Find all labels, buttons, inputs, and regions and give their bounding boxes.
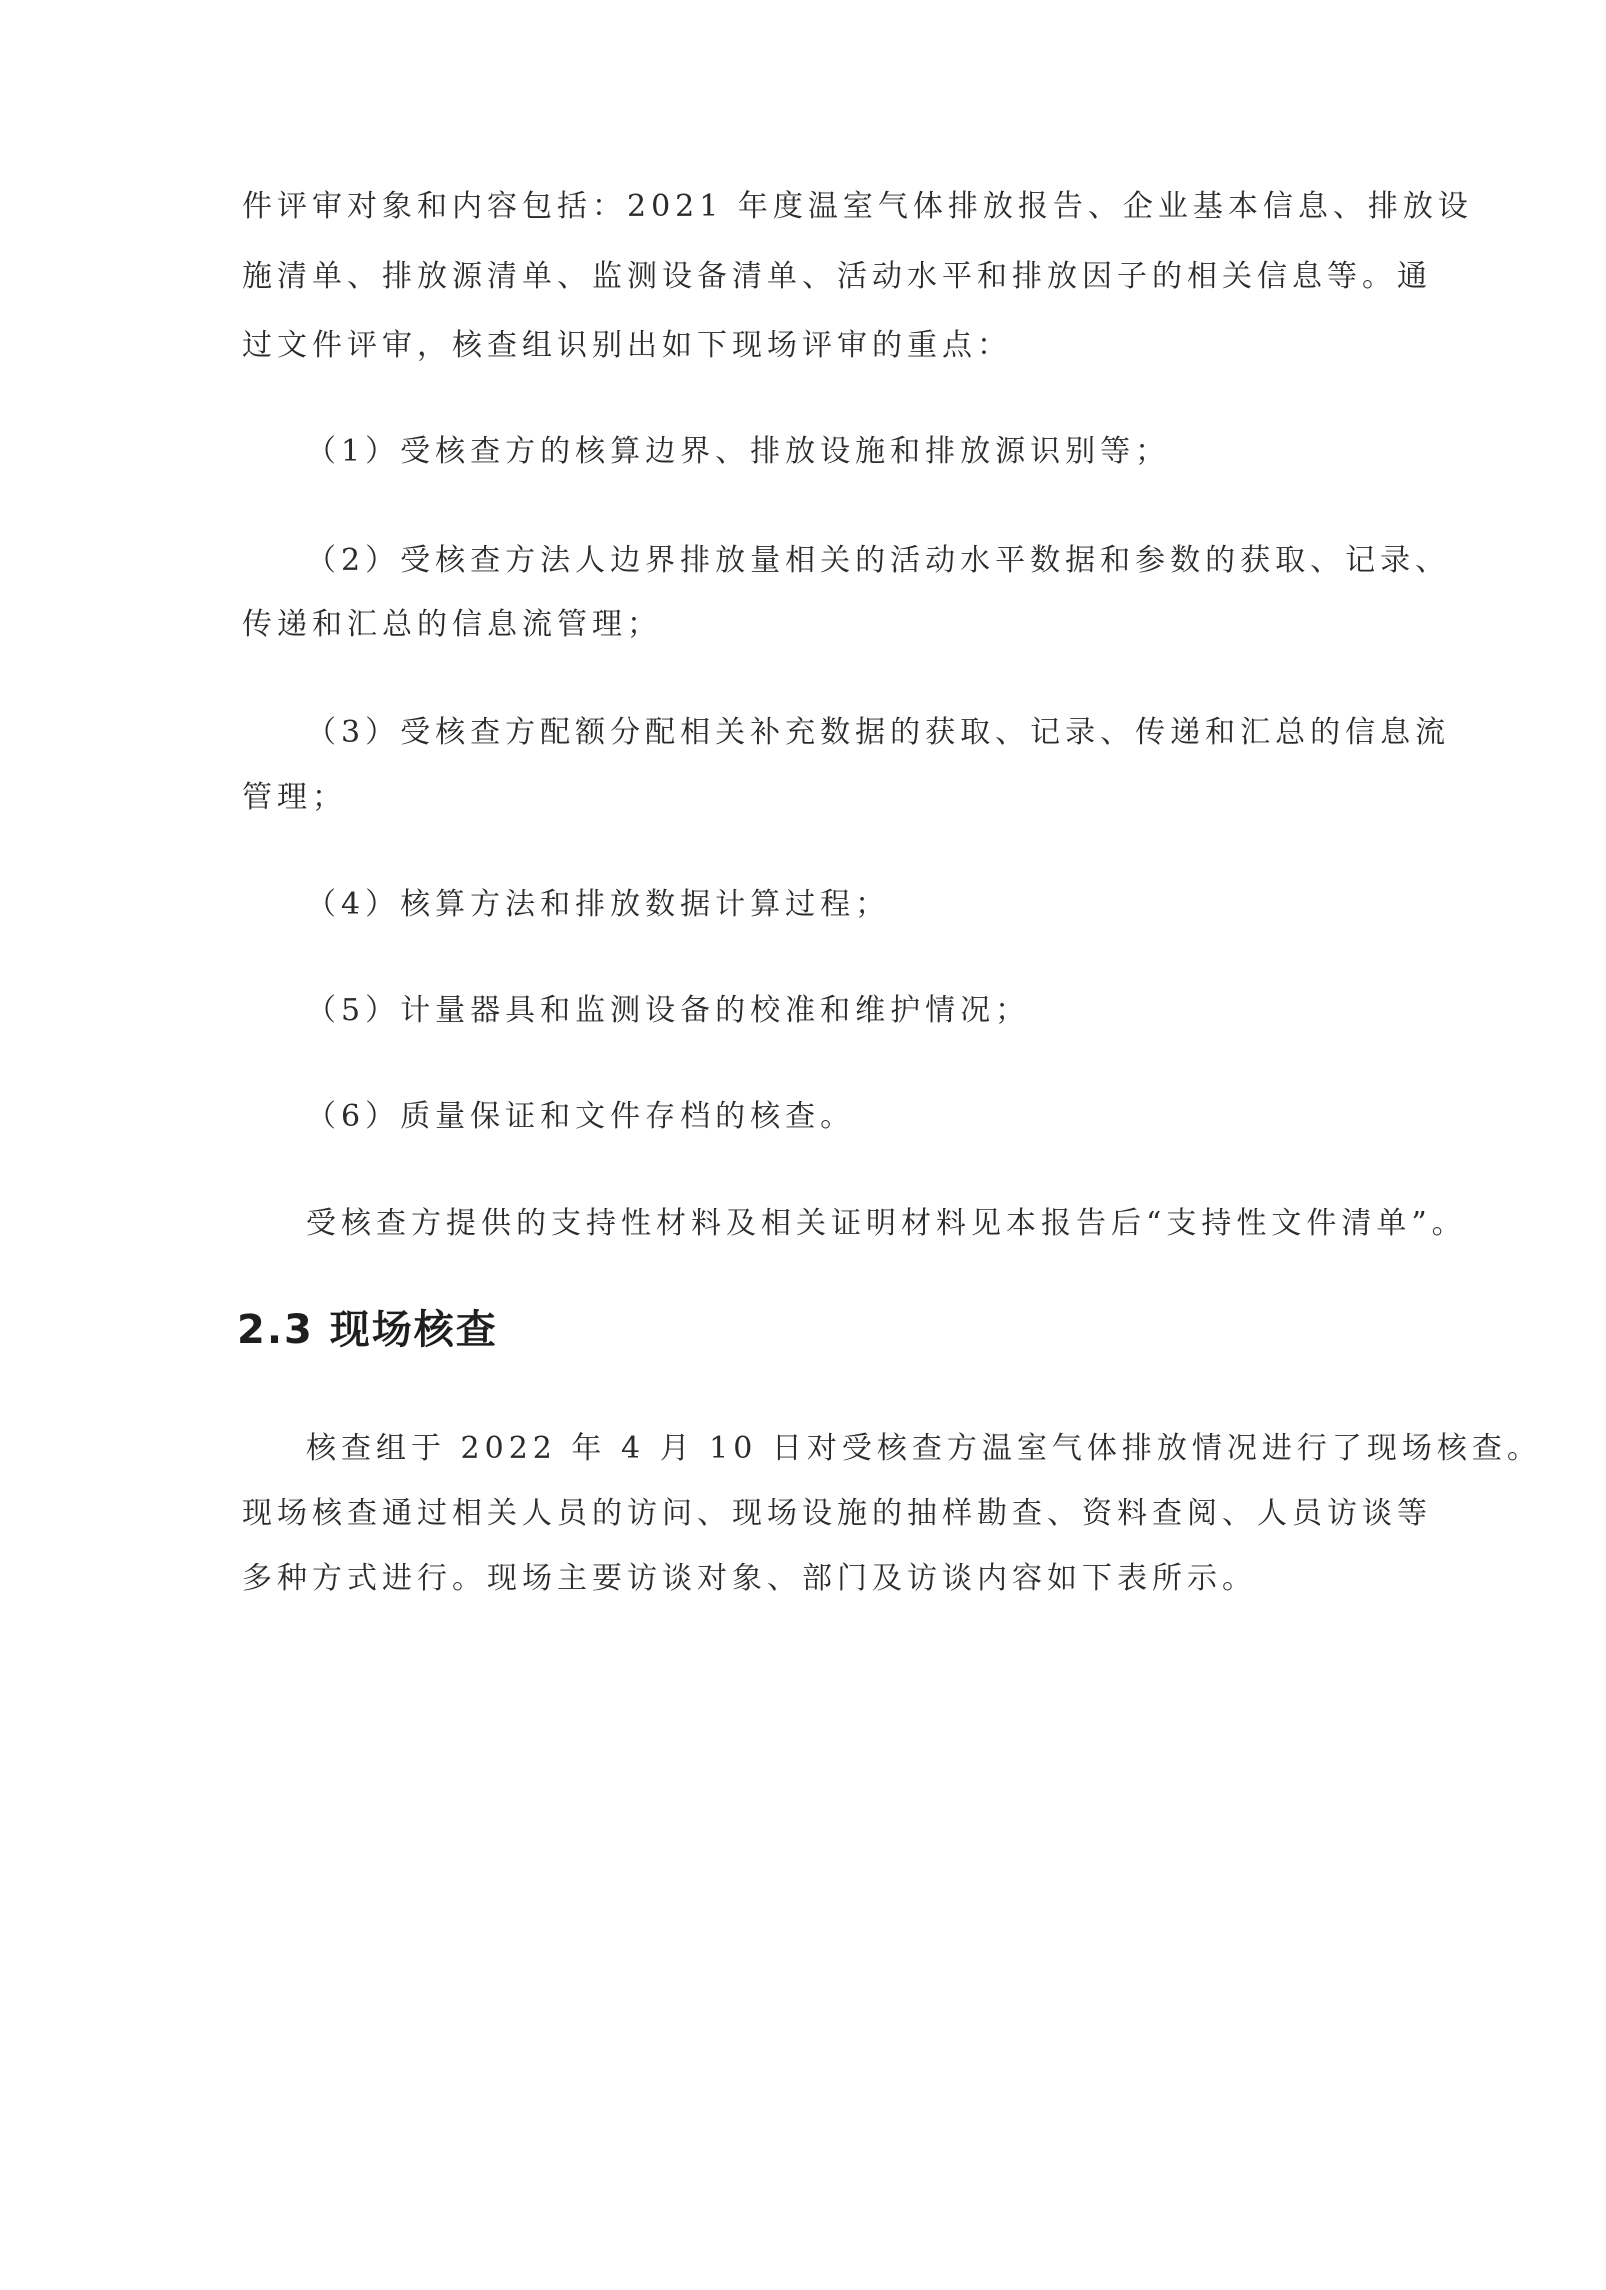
focus-item-5: （5）计量器具和监测设备的校准和维护情况；: [306, 993, 1031, 1028]
support-note: 受核查方提供的支持性材料及相关证明材料见本报告后“支持性文件清单”。: [306, 1206, 1467, 1241]
focus-item-2-line-1: （2）受核查方法人边界排放量相关的活动水平数据和参数的获取、记录、: [306, 543, 1451, 578]
review-intro-line-1: 件评审对象和内容包括：2021 年度温室气体排放报告、企业基本信息、排放设: [242, 189, 1473, 224]
focus-item-1: （1）受核查方的核算边界、排放设施和排放源识别等；: [306, 434, 1171, 469]
review-intro-line-2: 施清单、排放源清单、监测设备清单、活动水平和排放因子的相关信息等。通: [242, 259, 1432, 294]
section-title: 现场核查: [329, 1307, 498, 1353]
review-intro-line-3: 过文件评审，核查组识别出如下现场评审的重点：: [242, 328, 1012, 363]
onsite-line-3: 多种方式进行。现场主要访谈对象、部门及访谈内容如下表所示。: [242, 1561, 1257, 1596]
onsite-line-1: 核查组于 2022 年 4 月 10 日对受核查方温室气体排放情况进行了现场核查。: [306, 1431, 1542, 1466]
section-number: 2.3: [237, 1307, 314, 1353]
focus-item-6: （6）质量保证和文件存档的核查。: [306, 1099, 856, 1134]
focus-item-4: （4）核算方法和排放数据计算过程；: [306, 887, 891, 922]
onsite-line-2: 现场核查通过相关人员的访问、现场设施的抽样勘查、资料查阅、人员访谈等: [242, 1496, 1432, 1531]
focus-item-3-line-1: （3）受核查方配额分配相关补充数据的获取、记录、传递和汇总的信息流: [306, 715, 1451, 750]
focus-item-2-line-2: 传递和汇总的信息流管理；: [242, 607, 662, 642]
section-heading: [237, 1304, 498, 1356]
focus-item-3-line-2: 管理；: [242, 780, 347, 815]
